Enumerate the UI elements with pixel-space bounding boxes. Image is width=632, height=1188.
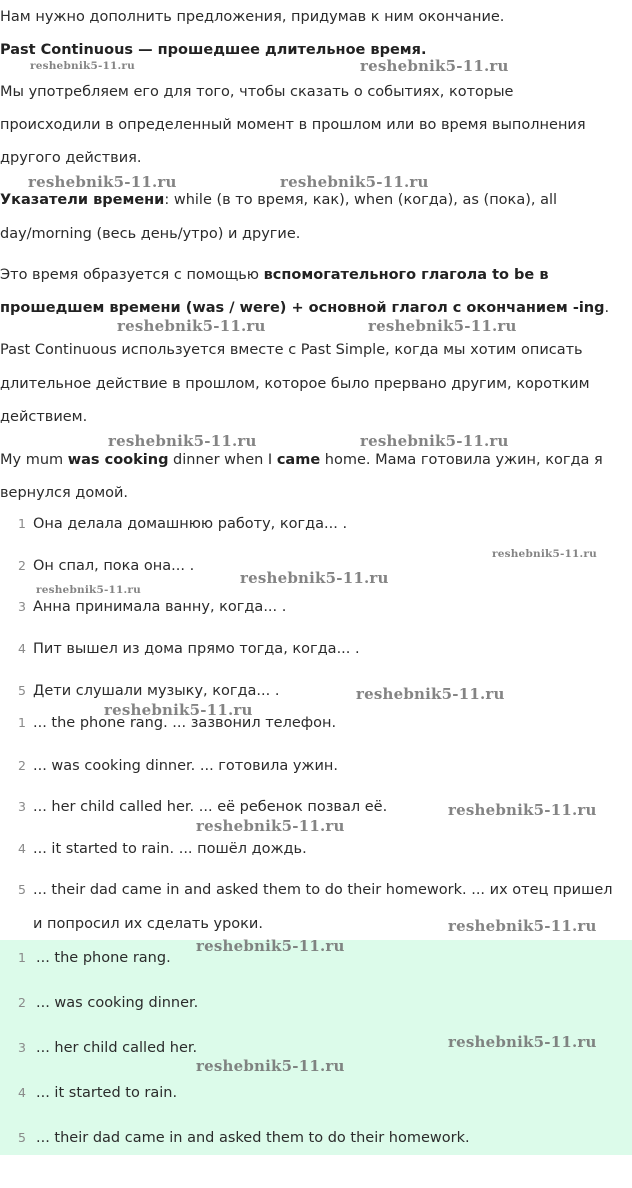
intro-text: Нам нужно дополнить предложения, придумав к ним окончание. (0, 9, 505, 25)
watermark: reshebnik5-11.ru (448, 1033, 597, 1051)
watermark: reshebnik5-11.ru (280, 173, 429, 191)
example-line-1: My mum was cooking dinner when I came home. Мама готовила ужин, когда я (0, 452, 603, 468)
combo-line-1: Past Continuous используется вместе с Past Simple, когда мы хотим описать (0, 342, 583, 358)
watermark: reshebnik5-11.ru (360, 432, 509, 450)
watermark: reshebnik5-11.ru (196, 1057, 345, 1075)
usage-line-2: происходили в определенный момент в прошлом или во время выполнения (0, 117, 586, 133)
watermark: reshebnik5-11.ru (196, 817, 345, 835)
watermark: reshebnik5-11.ru (492, 548, 597, 560)
time-markers-line-1: Указатели времени: while (в то время, как), when (когда), as (пока), all (0, 192, 558, 208)
watermark: reshebnik5-11.ru (240, 569, 389, 587)
watermark: reshebnik5-11.ru (104, 701, 253, 719)
watermark: reshebnik5-11.ru (368, 317, 517, 335)
watermark: reshebnik5-11.ru (448, 801, 597, 819)
watermark: reshebnik5-11.ru (30, 60, 135, 72)
formation-line-2: прошедшем времени (was / were) + основной глагол с окончанием -ing. (0, 300, 610, 316)
watermark: reshebnik5-11.ru (196, 937, 345, 955)
watermark: reshebnik5-11.ru (360, 57, 509, 75)
combo-line-3: действием. (0, 409, 88, 425)
watermark: reshebnik5-11.ru (448, 917, 597, 935)
combo-line-2: длительное действие в прошлом, которое было прервано другим, коротким (0, 376, 590, 392)
watermark: reshebnik5-11.ru (356, 685, 505, 703)
watermark: reshebnik5-11.ru (108, 432, 257, 450)
formation-line-1: Это время образуется с помощью вспомогательного глагола to be в (0, 267, 549, 283)
time-markers-line-2: day/morning (весь день/утро) и другие. (0, 226, 301, 242)
usage-line-1: Мы употребляем его для того, чтобы сказать о событиях, которые (0, 84, 514, 100)
watermark: reshebnik5-11.ru (28, 173, 177, 191)
watermark: reshebnik5-11.ru (36, 584, 141, 596)
example-line-2: вернулся домой. (0, 485, 129, 501)
theory-heading: Past Continuous — прошедшее длительное время. (0, 42, 427, 58)
usage-line-3: другого действия. (0, 150, 142, 166)
watermark: reshebnik5-11.ru (117, 317, 266, 335)
